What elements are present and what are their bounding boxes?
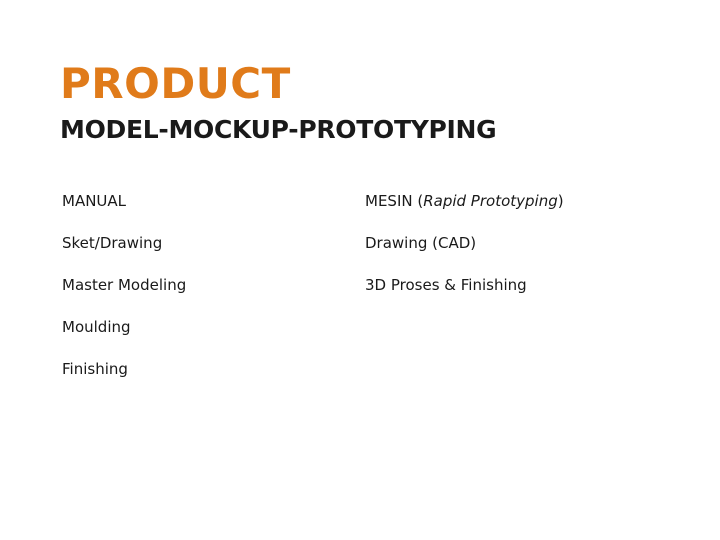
mesin-header-paren-open: ( bbox=[412, 192, 424, 210]
mesin-header-paren-close: ) bbox=[557, 192, 564, 210]
slide-subtitle: MODEL-MOCKUP-PROTOTYPING bbox=[60, 115, 497, 144]
mesin-header bbox=[365, 188, 564, 214]
mesin-header-note: Rapid Prototyping bbox=[423, 192, 558, 210]
mesin-item-3d-proses-finishing: 3D Proses & Finishing bbox=[365, 276, 527, 294]
slide-title: PRODUCT bbox=[60, 59, 291, 108]
manual-header: MANUAL bbox=[62, 192, 127, 210]
mesin-item-drawing-cad: Drawing (CAD) bbox=[365, 234, 477, 252]
mesin-header-label: MESIN bbox=[365, 192, 413, 210]
manual-item-moulding: Moulding bbox=[62, 318, 131, 336]
manual-item-finishing: Finishing bbox=[62, 360, 128, 378]
mesin-column bbox=[365, 188, 564, 314]
manual-item-sket-drawing: Sket/Drawing bbox=[62, 234, 163, 252]
manual-item-master-modeling: Master Modeling bbox=[62, 276, 187, 294]
manual-column bbox=[62, 188, 186, 398]
